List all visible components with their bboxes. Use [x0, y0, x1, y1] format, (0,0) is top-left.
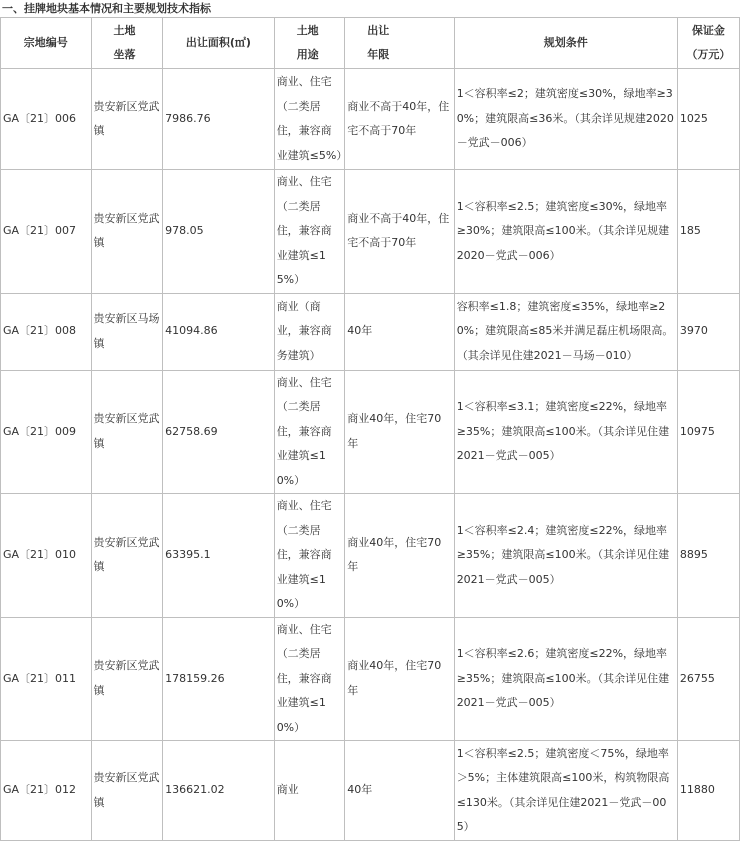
cell-area: 41094.86	[163, 293, 275, 370]
cell-location: 贵安新区党武镇	[91, 617, 163, 741]
cell-code: GA〔21〕010	[1, 494, 92, 618]
cell-use: 商业、住宅（二类居住，兼容商业建筑≤5%）	[274, 69, 345, 170]
land-parcel-table	[0, 17, 740, 841]
cell-location: 贵安新区党武镇	[91, 170, 163, 294]
cell-plan: 1＜容积率≤2.6；建筑密度≤22%，绿地率≥35%；建筑限高≤100米。（其余详见住建2021－党武－005）	[454, 617, 677, 741]
cell-location: 贵安新区党武镇	[91, 741, 163, 841]
cell-area: 63395.1	[163, 494, 275, 618]
table-row	[1, 617, 740, 741]
header-location: 土地 坐落	[91, 18, 163, 69]
cell-term: 商业40年，住宅70年	[345, 494, 454, 618]
cell-location: 贵安新区马场镇	[91, 293, 163, 370]
table-row	[1, 170, 740, 294]
cell-area: 62758.69	[163, 370, 275, 494]
header-deposit: 保证金 （万元）	[677, 18, 739, 69]
table-row	[1, 494, 740, 618]
cell-deposit: 185	[677, 170, 739, 294]
cell-plan: 1＜容积率≤2.4；建筑密度≤22%，绿地率≥35%；建筑限高≤100米。（其余详见住建2021－党武－005）	[454, 494, 677, 618]
cell-use: 商业（商业，兼容商务建筑）	[274, 293, 345, 370]
cell-code: GA〔21〕011	[1, 617, 92, 741]
cell-deposit: 8895	[677, 494, 739, 618]
cell-code: GA〔21〕006	[1, 69, 92, 170]
cell-plan: 1＜容积率≤2.5；建筑密度≤30%，绿地率≥30%；建筑限高≤100米。（其余详见规建2020－党武－006）	[454, 170, 677, 294]
cell-plan: 1＜容积率≤3.1；建筑密度≤22%，绿地率≥35%；建筑限高≤100米。（其余详见住建2021－党武－005）	[454, 370, 677, 494]
cell-location: 贵安新区党武镇	[91, 69, 163, 170]
cell-term: 商业不高于40年，住宅不高于70年	[345, 69, 454, 170]
header-area: 出让面积(㎡)	[163, 18, 275, 69]
cell-code: GA〔21〕008	[1, 293, 92, 370]
cell-code: GA〔21〕007	[1, 170, 92, 294]
cell-deposit: 10975	[677, 370, 739, 494]
table-header-row	[1, 18, 740, 69]
cell-code: GA〔21〕012	[1, 741, 92, 841]
cell-term: 商业40年，住宅70年	[345, 617, 454, 741]
table-row	[1, 370, 740, 494]
header-term: 出让 年限	[345, 18, 454, 69]
cell-area: 7986.76	[163, 69, 275, 170]
header-code: 宗地编号	[1, 18, 92, 69]
cell-use: 商业、住宅（二类居住，兼容商业建筑≤10%）	[274, 617, 345, 741]
cell-term: 商业40年，住宅70年	[345, 370, 454, 494]
cell-location: 贵安新区党武镇	[91, 494, 163, 618]
cell-area: 136621.02	[163, 741, 275, 841]
cell-term: 40年	[345, 741, 454, 841]
cell-use: 商业、住宅（二类居住，兼容商业建筑≤10%）	[274, 370, 345, 494]
cell-use: 商业、住宅（二类居住，兼容商业建筑≤15%）	[274, 170, 345, 294]
cell-plan: 1＜容积率≤2；建筑密度≤30%，绿地率≥30%；建筑限高≤36米。（其余详见规建2020－党武－006）	[454, 69, 677, 170]
header-use: 土地 用途	[274, 18, 345, 69]
cell-deposit: 11880	[677, 741, 739, 841]
cell-code: GA〔21〕009	[1, 370, 92, 494]
cell-term: 商业不高于40年，住宅不高于70年	[345, 170, 454, 294]
header-plan: 规划条件	[454, 18, 677, 69]
table-row	[1, 741, 740, 841]
cell-deposit: 26755	[677, 617, 739, 741]
cell-area: 978.05	[163, 170, 275, 294]
cell-plan: 1＜容积率≤2.5；建筑密度＜75%，绿地率＞5%；主体建筑限高≤100米，构筑物限高≤130米。（其余详见住建2021－党武－005）	[454, 741, 677, 841]
cell-use: 商业、住宅（二类居住，兼容商业建筑≤10%）	[274, 494, 345, 618]
cell-deposit: 1025	[677, 69, 739, 170]
table-body	[1, 69, 740, 841]
cell-term: 40年	[345, 293, 454, 370]
cell-area: 178159.26	[163, 617, 275, 741]
table-row	[1, 293, 740, 370]
cell-use: 商业	[274, 741, 345, 841]
cell-location: 贵安新区党武镇	[91, 370, 163, 494]
cell-plan: 容积率≤1.8；建筑密度≤35%，绿地率≥20%；建筑限高≤85米并满足磊庄机场限高。（其余详见住建2021－马场－010）	[454, 293, 677, 370]
cell-deposit: 3970	[677, 293, 739, 370]
section-heading: 一、挂牌地块基本情况和主要规划技术指标	[2, 2, 211, 15]
table-row	[1, 69, 740, 170]
